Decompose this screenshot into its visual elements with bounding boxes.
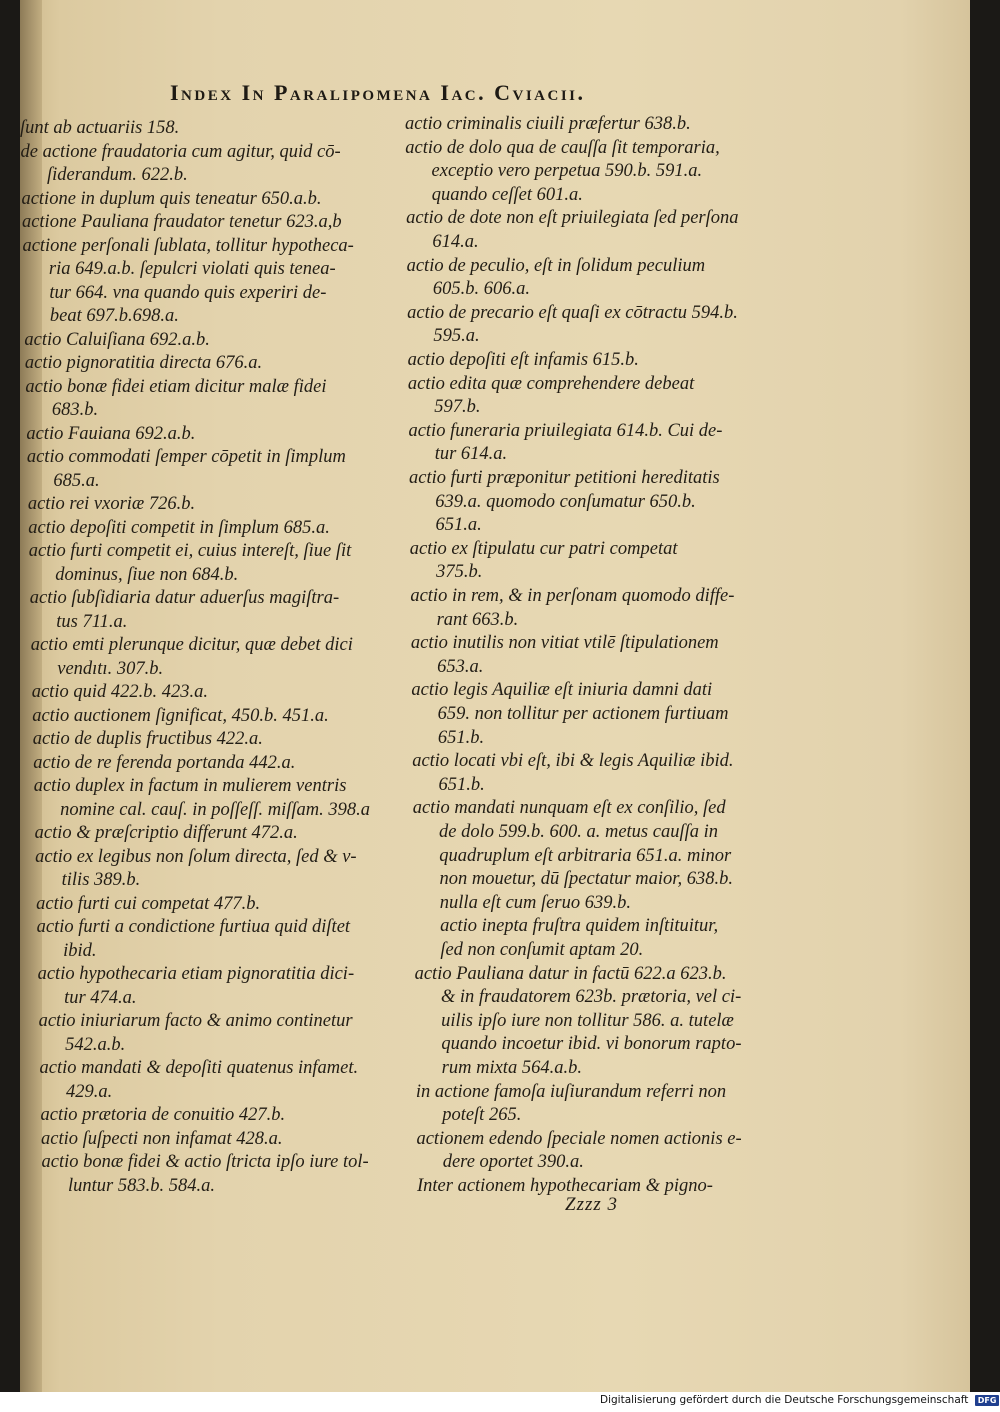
index-entry-line: actio iniuriarum facto & animo continetur (38, 1011, 353, 1031)
index-entry-line: 614.a. (432, 232, 479, 252)
index-entry-line: actio de re ferenda portanda 442.a. (33, 752, 296, 773)
index-entry-line: actio furti a condictione furtiua quid diſtet (36, 917, 351, 937)
index-entry-line: quadruplum eſt arbitraria 651.a. minor (439, 845, 732, 866)
index-entry-line: actio pignoratitia directa 676.a. (24, 353, 263, 373)
index-entry-line: actio emti plerunque dicitur, quæ debet dici (30, 635, 353, 655)
index-entry-line: dere oportet 390.a. (442, 1152, 584, 1173)
index-entry-line: actio funeraria priuilegiata 614.b. Cui de- (408, 420, 723, 441)
index-entry-line: luntur 583.b. 584.a. (68, 1175, 215, 1196)
index-entry-line: actio de precario eſt quaſi ex cōtractu 594.b. (407, 302, 738, 323)
index-entry-line: ſed non conſumit aptam 20. (440, 940, 644, 960)
index-entry-line: rant 663.b. (436, 609, 519, 630)
index-entry-line: actio de duplis fructibus 422.a. (32, 729, 263, 749)
credit-text: Digitalisierung gefördert durch die Deutsche Forschungsgemeinschaft (600, 1394, 969, 1406)
index-entry-line: actio auctionem ſignificat, 450.b. 451.a. (32, 705, 329, 726)
index-entry-line: rum mixta 564.a.b. (441, 1058, 582, 1078)
index-entry-line: dominus, ſiue non 684.b. (55, 564, 239, 585)
index-entry-line: vendıtı. 307.b. (57, 658, 164, 679)
index-entry-line: exceptio vero perpetua 590.b. 591.a. (431, 161, 703, 182)
index-entry-line: tur 614.a. (434, 444, 508, 465)
index-entry-line: actio & præſcriptio differunt 472.a. (34, 823, 298, 843)
index-entry-line: ſunt ab actuariis 158. (20, 118, 180, 138)
index-entry-line: actio furti præponitur petitioni hereditatis (409, 468, 720, 488)
index-entry-line: 429.a. (66, 1081, 113, 1102)
index-entry-line: actione in duplum quis teneatur 650.a.b. (21, 188, 322, 209)
index-entry-line: uilis ipſo iure non tollitur 586. a. tutelæ (441, 1010, 734, 1031)
index-entry-line: tus 711.a. (56, 611, 128, 632)
index-entry-line: 375.b. (436, 562, 483, 583)
index-entry-line: ria 649.a.b. ſepulcri violati quis tenea- (48, 259, 336, 279)
index-entry-line: actio in rem, & in perſonam quomodo diffe- (410, 586, 735, 606)
index-entry-line: actione perſonali ſublata, tollitur hypotheca- (22, 235, 354, 256)
index-entry-line: actio criminalis ciuili præfertur 638.b. (405, 114, 691, 134)
index-entry-line: 597.b. (434, 397, 481, 418)
index-entry-line: actio bonæ fidei & actio ſtricta ipſo iure tol- (41, 1152, 369, 1172)
index-entry-line: 639.a. quomodo conſumatur 650.b. (435, 491, 696, 512)
page-scan (20, 0, 970, 1392)
index-entry-line: actione Pauliana fraudator tenetur 623.a,b (21, 212, 342, 232)
index-entry-line: poteſt 265. (442, 1105, 522, 1126)
index-entry-line: in actione famoſa iuſiurandum referri non (415, 1081, 727, 1102)
index-entry-line: actio bonæ fidei etiam dicitur malæ fidei (25, 376, 327, 397)
index-entry-line: quando incoetur ibid. vi bonorum rapto- (441, 1034, 742, 1055)
index-entry-line: non mouetur, dū ſpectatur maior, 638.b. (439, 869, 733, 890)
index-entry-line: 651.b. (437, 727, 485, 748)
index-entry-line: actio Pauliana datur in factū 622.a 623.b. (414, 963, 727, 984)
digitization-credit (600, 1394, 995, 1410)
index-entry-line: ſiderandum. 622.b. (46, 165, 188, 185)
index-entry-line: actio legis Aquiliæ eſt iniuria damni dati (411, 680, 713, 701)
index-entry-line: 651.b. (438, 774, 485, 795)
dfg-logo: DFG (975, 1395, 1000, 1406)
index-entry-line: actio hypothecaria etiam pignoratitia dici- (37, 964, 355, 984)
index-entry-line: actio commodati ſemper cōpetit in ſimplum (26, 447, 346, 467)
index-entry-line: tilis 389.b. (61, 870, 141, 890)
index-entry-line: actio Caluiſiana 692.a.b. (24, 329, 210, 350)
index-entry-line: actio de dote non eſt priuilegiata ſed perſona (406, 208, 739, 229)
index-entry-line: actio furti cui competat 477.b. (36, 893, 261, 914)
index-entry-line: actio duplex in factum in mulierem ventris (33, 776, 347, 796)
index-entry-line: actio Fauiana 692.a.b. (26, 423, 196, 444)
index-entry-line: 659. non tollitur per actionem furtiuam (437, 704, 729, 724)
index-entry-line: actio de peculio, eſt in ſolidum peculium (406, 255, 706, 276)
index-entry-line: de actione fraudatoria cum agitur, quid cō- (20, 141, 341, 162)
index-entry-line: beat 697.b.698.a. (49, 306, 179, 326)
index-entry-line: 542.a.b. (65, 1034, 126, 1055)
index-entry-line: nomine cal. cauſ. in poſſeſſ. miſſam. 398.a (60, 799, 371, 820)
index-entry-line: actio ſuſpecti non infamat 428.a. (41, 1128, 283, 1149)
index-entry-line: tur 474.a. (64, 987, 137, 1008)
index-entry-line: actio ſubſidiaria datur aduerſus magiſtra- (29, 588, 340, 608)
index-entry-line: 653.a. (437, 656, 484, 677)
index-entry-line: 651.a. (435, 515, 482, 536)
index-entry-line: actio ex ſtipulatu cur patri competat (409, 538, 678, 559)
index-entry-line: actio mandati nunquam eſt ex conſilio, ſed (412, 798, 726, 819)
index-entry-line: actio prætoria de conuitio 427.b. (40, 1105, 286, 1125)
index-entry-line: actio edita quæ comprehendere debeat (407, 373, 695, 394)
index-entry-line: Inter actionem hypothecariam & pigno- (417, 1176, 713, 1196)
index-entry-line: & in fraudatorem 623b. prætoria, vel ci- (440, 987, 742, 1008)
index-entry-line: actio furti competit ei, cuius intereſt, ſiue ſit (28, 541, 352, 561)
index-entry-line: 605.b. 606.a. (432, 279, 530, 300)
index-entry-line: actio de dolo qua de cauſſa ſit temporaria, (405, 137, 720, 158)
index-entry-line: nulla eſt cum ſeruo 639.b. (439, 892, 631, 913)
index-entry-line: actio inepta fruſtra quidem inſtituitur, (440, 916, 719, 937)
index-entry-line: 685.a. (53, 470, 100, 491)
index-entry-line: 595.a. (433, 326, 480, 347)
index-entry-line: actio rei vxoriæ 726.b. (27, 494, 196, 514)
index-entry-line: actio ex legibus non ſolum directa, ſed & v- (35, 846, 357, 867)
index-entry-line: actio mandati & depoſiti quatenus infamet. (39, 1058, 359, 1078)
index-entry-line: actio depoſiti competit in ſimplum 685.a. (28, 517, 330, 538)
index-entry-line: actio quid 422.b. 423.a. (31, 682, 208, 702)
index-entry-line: 683.b. (51, 400, 99, 420)
running-head: Index In Paralipomena Iac. Cviacii. (170, 80, 586, 105)
index-entry-line: actio locati vbi eſt, ibi & legis Aquiliæ ibid. (412, 751, 734, 772)
index-entry-line: quando ceſſet 601.a. (431, 184, 583, 205)
index-entry-line: actio inutilis non vitiat vtilē ſtipulationem (410, 633, 719, 654)
signature-mark: Zzzz 3 (565, 1194, 618, 1215)
index-entry-line: actio depoſiti eſt infamis 615.b. (407, 350, 639, 370)
index-entry-line: actionem edendo ſpeciale nomen actionis e- (416, 1128, 742, 1149)
index-entry-line: tur 664. vna quando quis experiri de- (49, 282, 327, 303)
index-entry-line: de dolo 599.b. 600. a. metus cauſſa in (439, 822, 719, 842)
index-entry-line: ibid. (63, 940, 97, 961)
